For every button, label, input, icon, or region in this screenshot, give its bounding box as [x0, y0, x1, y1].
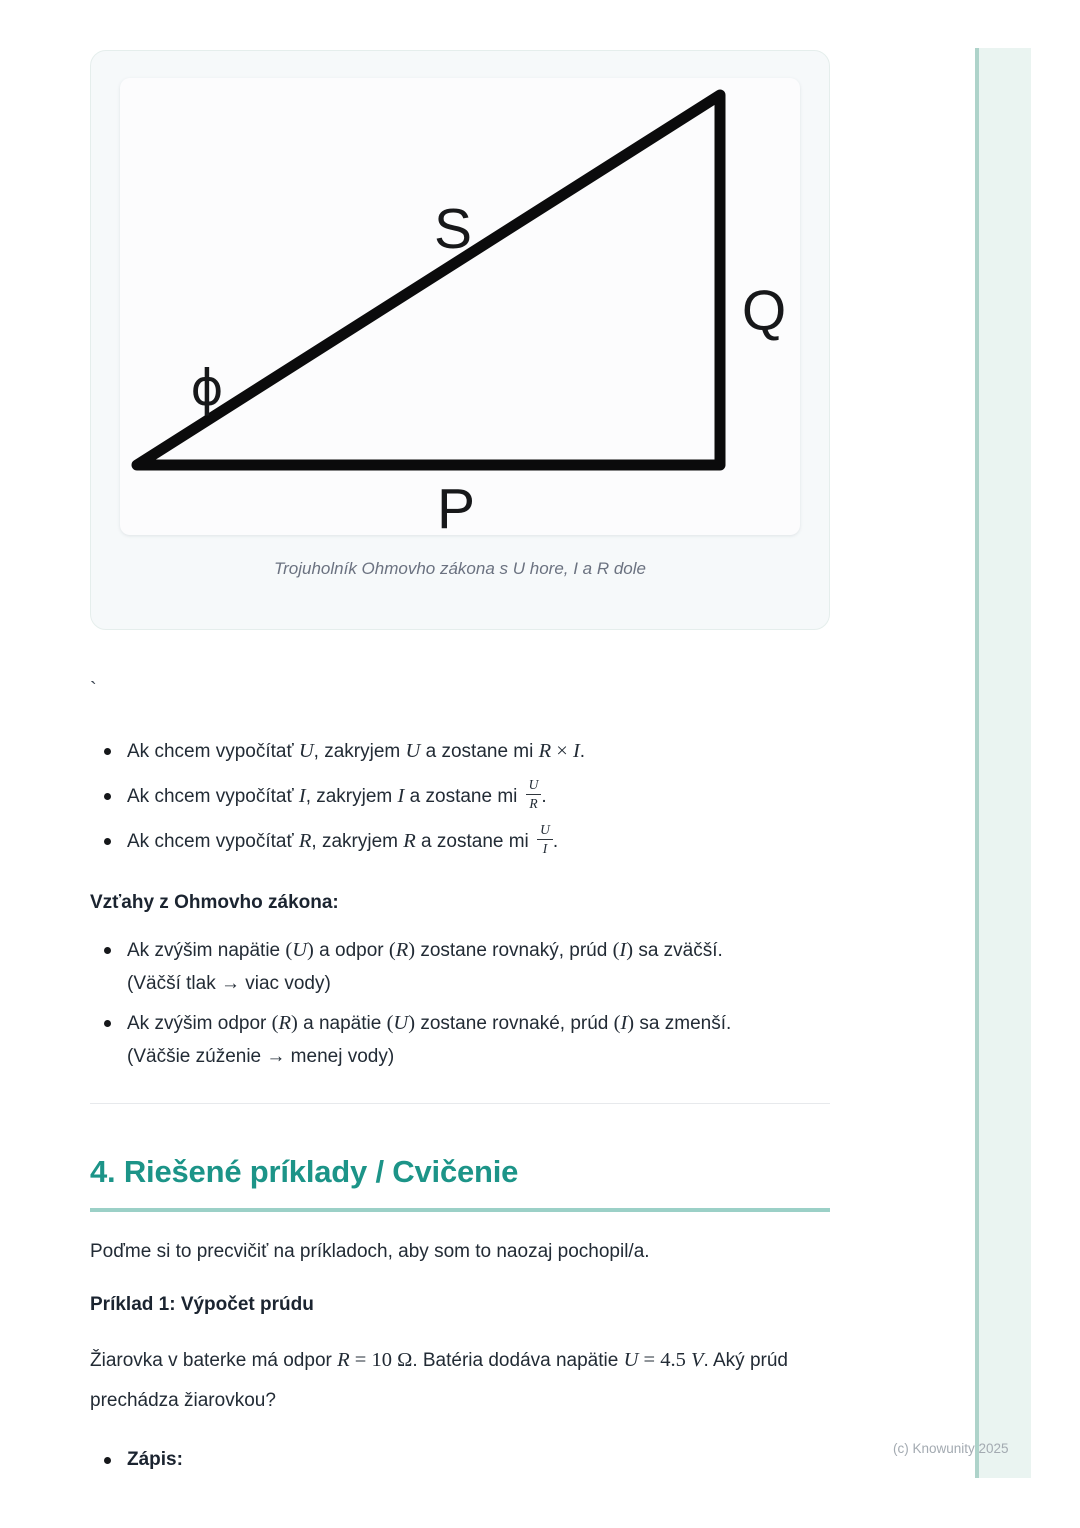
ohms-law-triangle-svg — [120, 78, 800, 535]
text-segment: Ak chcem vypočítať — [127, 831, 299, 852]
text-segment: a zostane mi — [420, 741, 539, 762]
math-var: R — [278, 1012, 292, 1034]
math-operator: × — [551, 740, 573, 762]
text-segment: a napätie — [297, 1013, 387, 1034]
text-segment: . — [552, 831, 559, 852]
math-var: U — [393, 1012, 409, 1034]
math-roman: = 4.5 — [638, 1349, 691, 1371]
text-segment: . Batéria dodáva napätie — [412, 1350, 624, 1371]
triangle-label-base: P — [436, 477, 476, 535]
math-paren: ( — [386, 1012, 394, 1034]
text-segment: sa zväčší. — [633, 940, 723, 961]
text-segment: a zostane mi — [404, 786, 523, 807]
math-fraction — [537, 823, 553, 857]
text-segment: sa zmenší. — [634, 1013, 732, 1034]
fraction-numerator: U — [526, 778, 542, 795]
math-paren: ( — [285, 939, 293, 961]
list-item — [90, 934, 830, 1000]
figure-caption: Trojuholník Ohmovho zákona s U hore, I a R dole — [274, 559, 646, 578]
text-segment: Ak chcem vypočítať — [127, 786, 299, 807]
fraction-denominator: I — [542, 840, 548, 856]
text-segment: a odpor — [313, 940, 389, 961]
text-segment: Ak chcem vypočítať — [127, 741, 299, 762]
list-item — [90, 774, 830, 819]
math-var: R — [538, 740, 552, 762]
math-paren: ) — [408, 1012, 416, 1034]
text-segment: . Aký prúd prechádza žiarovkou? — [90, 1350, 788, 1411]
math-var: I — [397, 785, 405, 807]
text-segment: , zakryjem — [305, 786, 398, 807]
triangle-image — [120, 78, 800, 535]
section-heading: 4. Riešené príklady / Cvičenie — [90, 1150, 830, 1212]
math-roman: = 10 Ω — [349, 1349, 413, 1371]
zapis-label: Zápis: — [127, 1449, 183, 1470]
example-body — [90, 1340, 830, 1421]
triangle-label-angle-phi: ϕ — [190, 359, 224, 417]
math-var: U — [298, 740, 314, 762]
math-var: I — [619, 939, 627, 961]
section-divider — [90, 1103, 830, 1104]
text-segment: Ak zvýšim napätie — [127, 940, 286, 961]
stray-backtick: ` — [90, 679, 97, 701]
zapis-list — [90, 1447, 830, 1473]
text-segment: a zostane mi — [415, 831, 535, 852]
text-segment: . — [579, 741, 586, 762]
math-var: R — [395, 939, 409, 961]
math-var: I — [298, 785, 306, 807]
text-segment: , zakryjem — [313, 741, 406, 762]
math-paren: ) — [307, 939, 314, 961]
math-var: R — [337, 1349, 350, 1371]
math-paren: ( — [613, 1012, 621, 1034]
math-paren: ) — [627, 1012, 635, 1034]
watermark: (c) Knowunity 2025 — [893, 1441, 1009, 1456]
text-segment: Žiarovka v baterke má odpor — [90, 1350, 338, 1371]
math-paren: ) — [626, 939, 634, 961]
text-segment: . — [541, 786, 547, 807]
right-margin-strip — [975, 48, 1031, 1478]
cover-rules-list — [90, 729, 830, 864]
relation-line — [127, 934, 830, 967]
math-var: V — [690, 1349, 704, 1371]
math-paren: ( — [612, 939, 620, 961]
example-title: Príklad 1: Výpočet prúdu — [90, 1294, 314, 1315]
list-item — [90, 729, 830, 774]
content-column — [90, 0, 830, 1473]
fraction-denominator: R — [529, 795, 538, 811]
fraction-numerator: U — [537, 823, 553, 840]
math-var: I — [572, 740, 580, 762]
math-paren: ) — [291, 1012, 298, 1034]
list-item — [90, 819, 830, 864]
math-var: I — [620, 1012, 628, 1034]
relation-analogy: (Väčší tlak → viac vody) — [127, 973, 331, 994]
text-segment: Ak zvýšim odpor — [127, 1013, 272, 1034]
triangle-label-hypotenuse: S — [433, 197, 473, 261]
list-item — [90, 1447, 830, 1473]
list-item — [90, 1007, 830, 1073]
math-var: R — [298, 830, 312, 852]
math-var: U — [405, 740, 421, 762]
relation-analogy: (Väčšie zúženie → menej vody) — [127, 1046, 395, 1067]
relation-line — [127, 1007, 830, 1040]
text-segment: , zakryjem — [311, 831, 404, 852]
intro-paragraph: Poďme si to precvičiť na príkladoch, aby som to naozaj pochopil/a. — [90, 1241, 650, 1262]
math-fraction — [526, 778, 542, 812]
math-paren: ( — [388, 939, 396, 961]
relations-list — [90, 934, 830, 1073]
text-segment: zostane rovnaký, prúd — [415, 940, 613, 961]
math-paren: ( — [271, 1012, 279, 1034]
triangle-shape — [137, 95, 720, 465]
text-segment: zostane rovnaké, prúd — [415, 1013, 614, 1034]
math-var: R — [403, 830, 416, 852]
triangle-label-right-side: Q — [741, 279, 787, 343]
math-var: U — [292, 939, 308, 961]
figure-card — [90, 50, 830, 630]
math-var: U — [623, 1349, 639, 1371]
relations-heading: Vzťahy z Ohmovho zákona: — [90, 892, 339, 913]
math-paren: ) — [408, 939, 416, 961]
